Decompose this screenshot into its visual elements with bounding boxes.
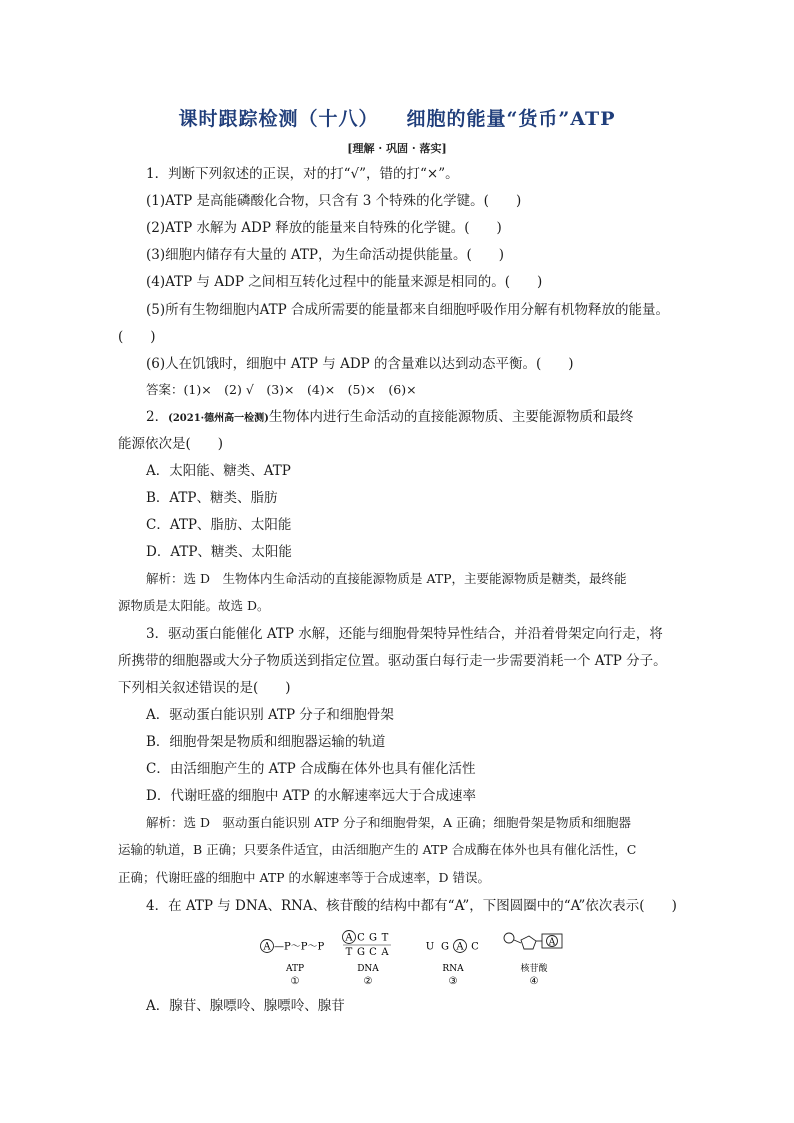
q2-stem-line1 [146,407,633,429]
rna-base-2: G [441,941,449,953]
page-subtitle: [理解 · 巩固 · 落实] [347,142,447,155]
q2-analysis-line2: 源物质是太阳能。故选 D。 [118,598,270,613]
dna-bottom-4: A [381,947,389,958]
figure-dna [343,931,392,988]
q2-option-a: A．太阳能、糖类、ATP [146,463,291,479]
q4-option-a: A．腺苷、腺嘌呤、腺嘌呤、腺苷 [146,998,345,1014]
rna-label: RNA [442,964,464,974]
rna-base-1: U [425,941,435,953]
q1-item-3: (3)细胞内储存有大量的 ATP，为生命活动提供能量。( ) [146,247,505,263]
nucleotide-label: 核苷酸 [520,964,548,974]
title-part1: 课时跟踪检测（十八） [178,108,379,130]
q2-stem-line2: 能源依次是( ) [118,436,224,452]
q2-option-d: D．ATP、糖类、太阳能 [146,544,292,560]
q2-number: 2． [146,409,169,425]
nucleotide-number: ④ [529,976,539,987]
q3-analysis-line3: 正确；代谢旺盛的细胞中 ATP 的水解速率等于合成速率，D 错误。 [118,870,491,885]
atp-formula: —P～P～P [274,941,325,953]
q1-stem: 1．判断下列叙述的正误，对的打“√”，错的打“×”。 [146,166,459,182]
q2-source: (2021·德州高一检测) [168,413,269,424]
q3-stem-line3: 下列相关叙述错误的是( ) [118,680,291,696]
title-part2: 细胞的能量“货币”ATP [406,108,616,130]
q1-answer: 答案：(1)× (2) √ (3)× (4)× (5)× (6)× [146,382,417,397]
q2-option-c: C．ATP、脂肪、太阳能 [146,517,292,533]
q2-analysis-line1: 解析：选 D 生物体内生命活动的直接能源物质是 ATP，主要能源物质是糖类，最终能 [146,571,627,586]
dna-bottom-3: C [369,947,377,958]
dna-top-3: G [369,932,377,944]
figure-nucleotide [504,933,562,987]
phosphate-bond [514,940,521,943]
rna-base-4: C [471,941,479,953]
dna-top-4: T [381,932,389,944]
q3-option-d: D．代谢旺盛的细胞中 ATP 的水解速率远大于合成速率 [146,788,477,804]
atp-number: ① [290,976,300,987]
q3-option-b: B．细胞骨架是物质和细胞器运输的轨道 [146,734,386,750]
dna-top-2: C [357,932,365,944]
figure-atp [261,940,325,988]
figure-rna [426,940,479,988]
q1-item-5-paren: ( ) [118,329,156,345]
dna-bottom-2: G [357,947,365,958]
q3-option-c: C．由活细胞产生的 ATP 合成酶在体外也具有催化活性 [146,761,476,777]
q3-analysis-line1: 解析：选 D 驱动蛋白能识别 ATP 分子和细胞骨架，A 正确；细胞骨架是物质和细胞器 [146,815,632,830]
q2-option-b: B．ATP、糖类、脂肪 [146,490,278,506]
q4-stem: 4．在 ATP 与 DNA、RNA、核苷酸的结构中都有“A”，下图圆圈中的“A”依次表示( ) [146,898,677,914]
dna-top-1: A [345,932,353,944]
phosphate-circle [504,933,514,943]
atp-a: A [263,941,271,953]
dna-bottom-1: T [345,947,353,958]
nucleotide-base: A [548,937,556,948]
q1-item-4: (4)ATP 与 ADP 之间相互转化过程中的能量来源是相同的。( ) [146,274,543,290]
q3-analysis-line2: 运输的轨道，B 正确；只要条件适宜，由活细胞产生的 ATP 合成酶在体外也具有催化活性，C [118,842,637,857]
q3-stem-line1: 3．驱动蛋白能催化 ATP 水解，还能与细胞骨架特异性结合，并沿着骨架定向行走，将 [146,626,663,642]
q1-item-5: (5)所有生物细胞内ATP 合成所需要的能量都来自细胞呼吸作用分解有机物释放的能量。 [146,302,670,318]
q3-option-a: A．驱动蛋白能识别 ATP 分子和细胞骨架 [146,707,394,723]
q1-item-1: (1)ATP 是高能磷酸化合物，只含有 3 个特殊的化学键。( ) [146,193,522,209]
q4-figure [255,926,575,988]
sugar-pentagon [521,936,536,949]
q3-stem-line2: 所携带的细胞器或大分子物质送到指定位置。驱动蛋白每行走一步需要消耗一个 ATP 分子。 [118,653,667,669]
dna-number: ② [363,976,373,987]
q1-item-2: (2)ATP 水解为 ADP 释放的能量来自特殊的化学键。( ) [146,220,502,236]
rna-base-3: A [456,941,464,953]
rna-number: ③ [448,976,458,987]
page-title [0,104,794,131]
q2-stem-a: 生物体内进行生命活动的直接能源物质、主要能源物质和最终 [268,409,634,425]
q1-item-6: (6)人在饥饿时，细胞中 ATP 与 ADP 的含量难以达到动态平衡。( ) [146,356,574,372]
dna-label: DNA [357,964,379,974]
atp-label: ATP [285,964,305,974]
